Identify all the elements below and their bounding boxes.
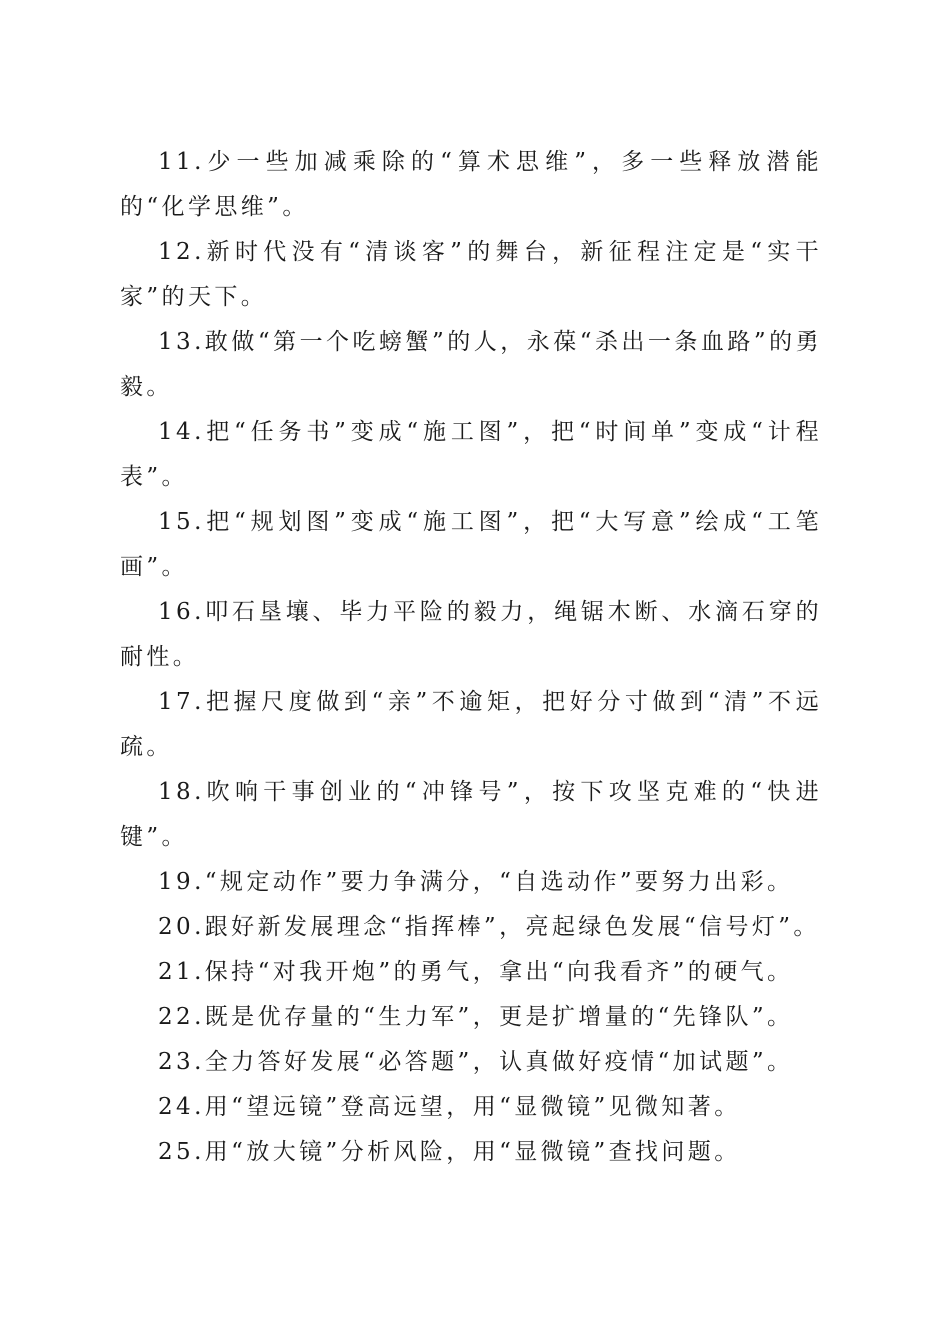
list-item: 24.用“望远镜”登高远望，用“显微镜”见微知著。 (158, 1094, 741, 1120)
list-item: 23.全力答好发展“必答题”，认真做好疫情“加试题”。 (158, 1049, 794, 1075)
list-item: 13.敢做“第一个吃螃蟹”的人，永葆“杀出一条血路”的勇毅。 (120, 329, 822, 400)
list-item: 14.把“任务书”变成“施工图”，把“时间单”变成“计程表”。 (120, 419, 822, 490)
list-item: 22.既是优存量的“生力军”，更是扩增量的“先锋队”。 (158, 1004, 794, 1030)
list-item: 11.少一些加减乘除的“算术思维”，多一些释放潜能的“化学思维”。 (120, 149, 822, 220)
list-item: 21.保持“对我开炮”的勇气，拿出“向我看齐”的硬气。 (158, 959, 794, 985)
list-item: 16.叩石垦壤、毕力平险的毅力，绳锯木断、水滴石穿的耐性。 (120, 599, 822, 670)
list-item: 25.用“放大镜”分析风险，用“显微镜”查找问题。 (158, 1139, 741, 1165)
list-item: 17.把握尺度做到“亲”不逾矩，把好分寸做到“清”不远疏。 (120, 689, 822, 760)
list-item: 15.把“规划图”变成“施工图”，把“大写意”绘成“工笔画”。 (120, 509, 822, 580)
list-item: 20.跟好新发展理念“指挥棒”，亮起绿色发展“信号灯”。 (158, 914, 820, 940)
list-item: 12.新时代没有“清谈客”的舞台，新征程注定是“实干家”的天下。 (120, 239, 822, 310)
list-item: 18.吹响干事创业的“冲锋号”，按下攻坚克难的“快进键”。 (120, 779, 822, 850)
list-item: 19.“规定动作”要力争满分，“自选动作”要努力出彩。 (158, 869, 794, 895)
document-body (120, 140, 822, 1175)
